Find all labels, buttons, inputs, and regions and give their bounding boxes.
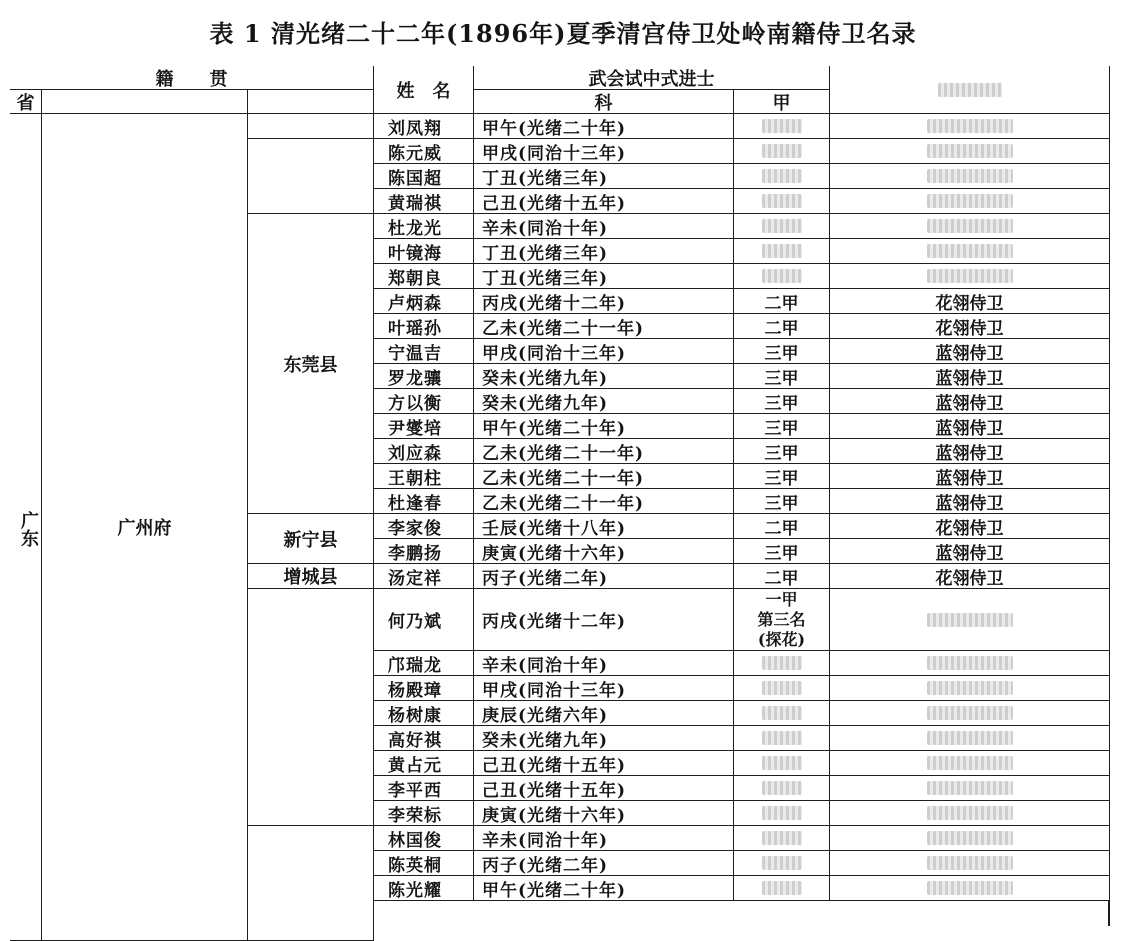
row-jia: 一甲 第三名 (探花) [734,589,830,651]
row-name: 宁温吉 [374,339,474,364]
row-zhi: 蓝翎侍卫 [830,414,1110,439]
obscured-text [927,856,1013,870]
county-cell [248,826,374,941]
row-zhi [830,801,1110,826]
row-ke: 辛未(同治十年) [474,826,734,851]
county-cell [248,114,374,139]
header-obscured [830,66,1110,114]
row-jia [734,114,830,139]
row-ke: 丙子(光绪二年) [474,851,734,876]
obscured-text [927,613,1013,627]
obscured-text [927,194,1013,208]
prefecture-cell: 广州府 [42,114,248,941]
row-name: 李鹏扬 [374,539,474,564]
row-jia: 二甲 [734,564,830,589]
row-zhi [830,164,1110,189]
row-name: 李荣标 [374,801,474,826]
row-jia [734,239,830,264]
row-jia [734,264,830,289]
obscured-text [927,656,1013,670]
row-name: 杨殿璋 [374,676,474,701]
row-zhi [830,701,1110,726]
obscured-text [762,706,802,720]
row-jia: 二甲 [734,514,830,539]
row-name: 李家俊 [374,514,474,539]
row-jia [734,801,830,826]
row-zhi [830,776,1110,801]
row-ke: 庚寅(光绪十六年) [474,801,734,826]
row-ke: 甲戌(同治十三年) [474,339,734,364]
row-ke: 乙未(光绪二十一年) [474,314,734,339]
obscured-text [927,244,1013,258]
row-zhi [830,189,1110,214]
row-ke: 丙戌(光绪十二年) [474,589,734,651]
row-ke: 癸未(光绪九年) [474,364,734,389]
row-zhi [830,876,1110,901]
row-name: 林国俊 [374,826,474,851]
obscured-text [927,831,1013,845]
header-jia: 甲 [734,90,830,114]
row-ke: 乙未(光绪二十一年) [474,489,734,514]
row-zhi [830,751,1110,776]
row-ke: 甲午(光绪二十年) [474,414,734,439]
obscured-text [762,856,802,870]
row-name: 叶镜海 [374,239,474,264]
row-jia [734,751,830,776]
row-zhi: 蓝翎侍卫 [830,539,1110,564]
province-cell: 广东 [10,114,42,941]
row-jia [734,164,830,189]
obscured-text [762,119,802,133]
row-name: 刘凤翔 [374,114,474,139]
row-ke: 庚寅(光绪十六年) [474,539,734,564]
row-ke: 丁丑(光绪三年) [474,164,734,189]
row-zhi: 蓝翎侍卫 [830,389,1110,414]
row-jia [734,726,830,751]
obscured-text [762,656,802,670]
obscured-text [927,169,1013,183]
row-zhi [830,114,1110,139]
row-zhi: 蓝翎侍卫 [830,339,1110,364]
row-name: 何乃斌 [374,589,474,651]
obscured-text [762,194,802,208]
row-jia [734,189,830,214]
row-ke: 丙子(光绪二年) [474,564,734,589]
row-zhi [830,589,1110,651]
row-zhi: 蓝翎侍卫 [830,464,1110,489]
row-jia [734,851,830,876]
row-zhi [830,139,1110,164]
row-jia [734,826,830,851]
row-jia [734,776,830,801]
county-cell [248,589,374,826]
row-jia: 三甲 [734,339,830,364]
row-zhi [830,851,1110,876]
row-zhi [830,826,1110,851]
county-cell: 增城县 [248,564,374,589]
row-jia: 二甲 [734,289,830,314]
row-jia [734,701,830,726]
row-zhi: 花翎侍卫 [830,564,1110,589]
row-zhi [830,651,1110,676]
obscured-text [762,781,802,795]
row-jia [734,876,830,901]
row-name: 陈国超 [374,164,474,189]
row-zhi [830,676,1110,701]
row-name: 方以衡 [374,389,474,414]
row-ke: 辛未(同治十年) [474,214,734,239]
row-ke: 己丑(光绪十五年) [474,189,734,214]
row-name: 陈光耀 [374,876,474,901]
row-zhi [830,239,1110,264]
row-jia: 三甲 [734,489,830,514]
obscured-text [927,756,1013,770]
obscured-text [927,681,1013,695]
obscured-text [927,881,1013,895]
row-ke: 丁丑(光绪三年) [474,239,734,264]
row-zhi: 花翎侍卫 [830,314,1110,339]
obscured-text [927,219,1013,233]
row-jia: 三甲 [734,414,830,439]
row-jia [734,676,830,701]
obscured-text [927,269,1013,283]
row-ke: 丁丑(光绪三年) [474,264,734,289]
row-ke: 甲午(光绪二十年) [474,114,734,139]
obscured-text [762,269,802,283]
row-jia: 三甲 [734,389,830,414]
obscured-text [762,244,802,258]
row-name: 黄瑞祺 [374,189,474,214]
row-ke: 丙戌(光绪十二年) [474,289,734,314]
row-ke: 己丑(光绪十五年) [474,751,734,776]
obscured-text [927,731,1013,745]
row-zhi [830,726,1110,751]
obscured-text [938,83,1002,97]
row-name: 高好祺 [374,726,474,751]
obscured-text [762,881,802,895]
header-sheng: 省 [10,90,42,114]
obscured-text [927,806,1013,820]
header-fu [42,90,248,114]
obscured-text [762,756,802,770]
row-name: 杜龙光 [374,214,474,239]
row-ke: 乙未(光绪二十一年) [474,464,734,489]
row-zhi: 蓝翎侍卫 [830,439,1110,464]
row-jia [734,139,830,164]
row-ke: 辛未(同治十年) [474,651,734,676]
county-cell: 东莞县 [248,214,374,514]
row-jia: 三甲 [734,364,830,389]
row-name: 王朝柱 [374,464,474,489]
row-ke: 庚辰(光绪六年) [474,701,734,726]
row-ke: 甲戌(同治十三年) [474,139,734,164]
row-jia [734,651,830,676]
obscured-text [762,219,802,233]
header-xian [248,90,374,114]
header-ke: 科 [474,90,734,114]
row-zhi: 蓝翎侍卫 [830,489,1110,514]
guard-roster-table [10,66,1110,926]
obscured-text [762,144,802,158]
row-name: 杜逢春 [374,489,474,514]
row-name: 罗龙骧 [374,364,474,389]
header-xingming: 姓 名 [374,66,474,114]
row-zhi: 蓝翎侍卫 [830,364,1110,389]
row-ke: 甲戌(同治十三年) [474,676,734,701]
row-zhi: 花翎侍卫 [830,289,1110,314]
row-name: 陈元威 [374,139,474,164]
obscured-text [762,831,802,845]
row-name: 杨树康 [374,701,474,726]
row-name: 郑朝良 [374,264,474,289]
row-name: 叶瑶孙 [374,314,474,339]
obscured-text [762,731,802,745]
row-name: 邝瑞龙 [374,651,474,676]
obscured-text [762,681,802,695]
row-zhi: 花翎侍卫 [830,514,1110,539]
row-jia: 三甲 [734,464,830,489]
header-wuhuishi: 武会试中式进士 [474,66,830,90]
header-jiguan: 籍 贯 [10,66,374,90]
row-jia: 二甲 [734,314,830,339]
obscured-text [762,169,802,183]
row-name: 卢炳森 [374,289,474,314]
obscured-text [927,119,1013,133]
county-cell: 新宁县 [248,514,374,564]
row-jia: 三甲 [734,539,830,564]
row-jia: 三甲 [734,439,830,464]
row-ke: 己丑(光绪十五年) [474,776,734,801]
obscured-text [927,781,1013,795]
obscured-text [762,806,802,820]
row-name: 尹燮培 [374,414,474,439]
page-title: 表 1 清光绪二十二年(1896年)夏季清宫侍卫处岭南籍侍卫名录 [209,19,917,48]
row-jia [734,214,830,239]
row-ke: 癸未(光绪九年) [474,726,734,751]
row-name: 陈英桐 [374,851,474,876]
row-name: 汤定祥 [374,564,474,589]
row-ke: 癸未(光绪九年) [474,389,734,414]
row-zhi [830,264,1110,289]
row-ke: 乙未(光绪二十一年) [474,439,734,464]
row-name: 黄占元 [374,751,474,776]
row-ke: 壬辰(光绪十八年) [474,514,734,539]
row-name: 李平西 [374,776,474,801]
row-ke: 甲午(光绪二十年) [474,876,734,901]
obscured-text [927,706,1013,720]
obscured-text [927,144,1013,158]
county-cell [248,139,374,214]
row-name: 刘应森 [374,439,474,464]
row-zhi [830,214,1110,239]
